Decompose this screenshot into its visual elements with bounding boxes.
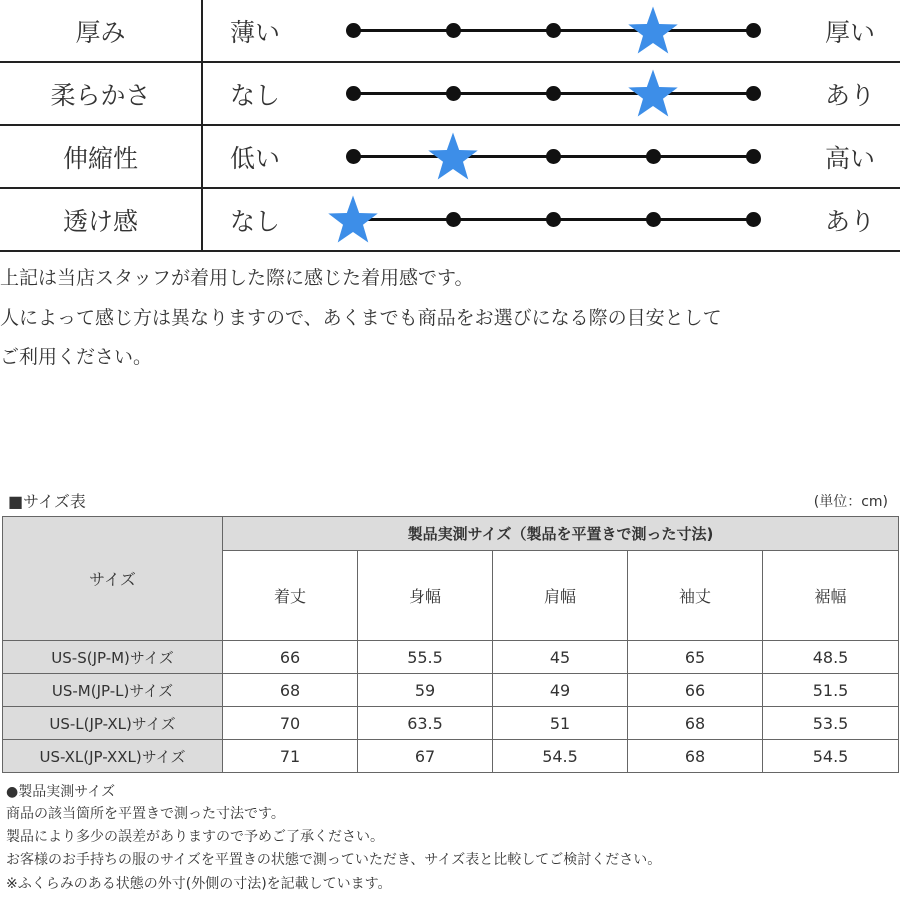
scale-right-label: 厚い [825,17,876,47]
note-line: 上記は当店スタッフが着用した際に感じた着用感です。 [0,267,474,289]
table-cell: 45 [493,641,628,674]
table-cell: 49 [493,674,628,707]
column-divider [201,0,203,61]
rating-star-icon [626,4,680,58]
table-cell: 48.5 [763,641,899,674]
size-table-heading: ■サイズ表 [8,492,86,511]
table-cell: 70 [223,707,358,740]
rating-scale [340,189,770,250]
size-column-header: サイズ [3,517,223,641]
scale-dot [446,212,461,227]
table-cell: 68 [628,707,763,740]
feel-table [0,0,900,254]
table-row [3,641,899,674]
scale-dot [446,86,461,101]
table-cell: 63.5 [358,707,493,740]
table-cell: 65 [628,641,763,674]
scale-dot [346,149,361,164]
rating-scale [340,63,770,124]
scale-dot [746,23,761,38]
column-header: 袖丈 [628,551,763,641]
table-row [3,707,899,740]
size-name-cell: US-M(JP-L)サイズ [3,674,223,707]
scale-left-label: なし [230,206,281,236]
table-cell: 68 [223,674,358,707]
scale-dot [446,23,461,38]
footnote-line: 製品により多少の誤差がありますので予めご了承ください。 [6,829,384,845]
column-header: 裾幅 [763,551,899,641]
column-divider [201,189,203,250]
table-cell: 67 [358,740,493,773]
footnote-line: 商品の該当箇所を平置きで測った寸法です。 [6,806,285,822]
scale-left-label: 低い [230,143,281,173]
group-header: 製品実測サイズ（製品を平置きで測った寸法) [223,517,899,551]
footnote-line: ※ふくらみのある状態の外寸(外側の寸法)を記載しています。 [6,876,392,892]
scale-dot [546,212,561,227]
scale-dot [546,149,561,164]
feel-label: 伸縮性 [62,143,138,173]
scale-dot [746,149,761,164]
scale-dot [346,86,361,101]
feel-label: 柔らかさ [50,80,151,110]
feel-row-stretch [0,126,900,189]
unit-label: (単位：cm) [813,494,888,510]
rating-star-icon [326,193,380,247]
scale-dot [546,86,561,101]
table-cell: 51 [493,707,628,740]
table-cell: 51.5 [763,674,899,707]
rating-scale [340,126,770,187]
table-cell: 55.5 [358,641,493,674]
size-name-cell: US-S(JP-M)サイズ [3,641,223,674]
scale-left-label: 薄い [230,17,281,47]
scale-right-label: あり [825,206,876,236]
table-cell: 53.5 [763,707,899,740]
rating-star-icon [426,130,480,184]
column-header: 肩幅 [493,551,628,641]
table-cell: 66 [223,641,358,674]
scale-dot [346,23,361,38]
scale-right-label: あり [825,80,876,110]
table-cell: 54.5 [493,740,628,773]
table-cell: 68 [628,740,763,773]
table-cell: 66 [628,674,763,707]
scale-dot [746,86,761,101]
scale-dot [646,149,661,164]
size-name-cell: US-XL(JP-XXL)サイズ [3,740,223,773]
scale-right-label: 高い [825,143,876,173]
table-row [3,674,899,707]
table-row [3,740,899,773]
footnote-line: お客様のお手持ちの服のサイズを平置きの状態で測っていただき、サイズ表と比較してご検討ください。 [6,852,662,868]
column-header: 身幅 [358,551,493,641]
rating-star-icon [626,67,680,121]
column-header: 着丈 [223,551,358,641]
scale-dot [546,23,561,38]
scale-dot [746,212,761,227]
column-divider [201,63,203,124]
rating-scale [340,0,770,61]
note-line: ご利用ください。 [0,346,153,368]
table-cell: 59 [358,674,493,707]
note-line: 人によって感じ方は異なりますので、あくまでも商品をお選びになる際の目安として [0,307,722,329]
feel-row-thickness [0,0,900,63]
size-name-cell: US-L(JP-XL)サイズ [3,707,223,740]
footnote-heading: ●製品実測サイズ [6,784,116,800]
column-divider [201,126,203,187]
table-cell: 54.5 [763,740,899,773]
feel-label: 透け感 [62,206,138,236]
size-table [2,516,899,773]
feel-row-softness [0,63,900,126]
feel-label: 厚み [75,17,126,47]
feel-row-sheerness [0,189,900,252]
scale-left-label: なし [230,80,281,110]
table-cell: 71 [223,740,358,773]
scale-dot [646,212,661,227]
